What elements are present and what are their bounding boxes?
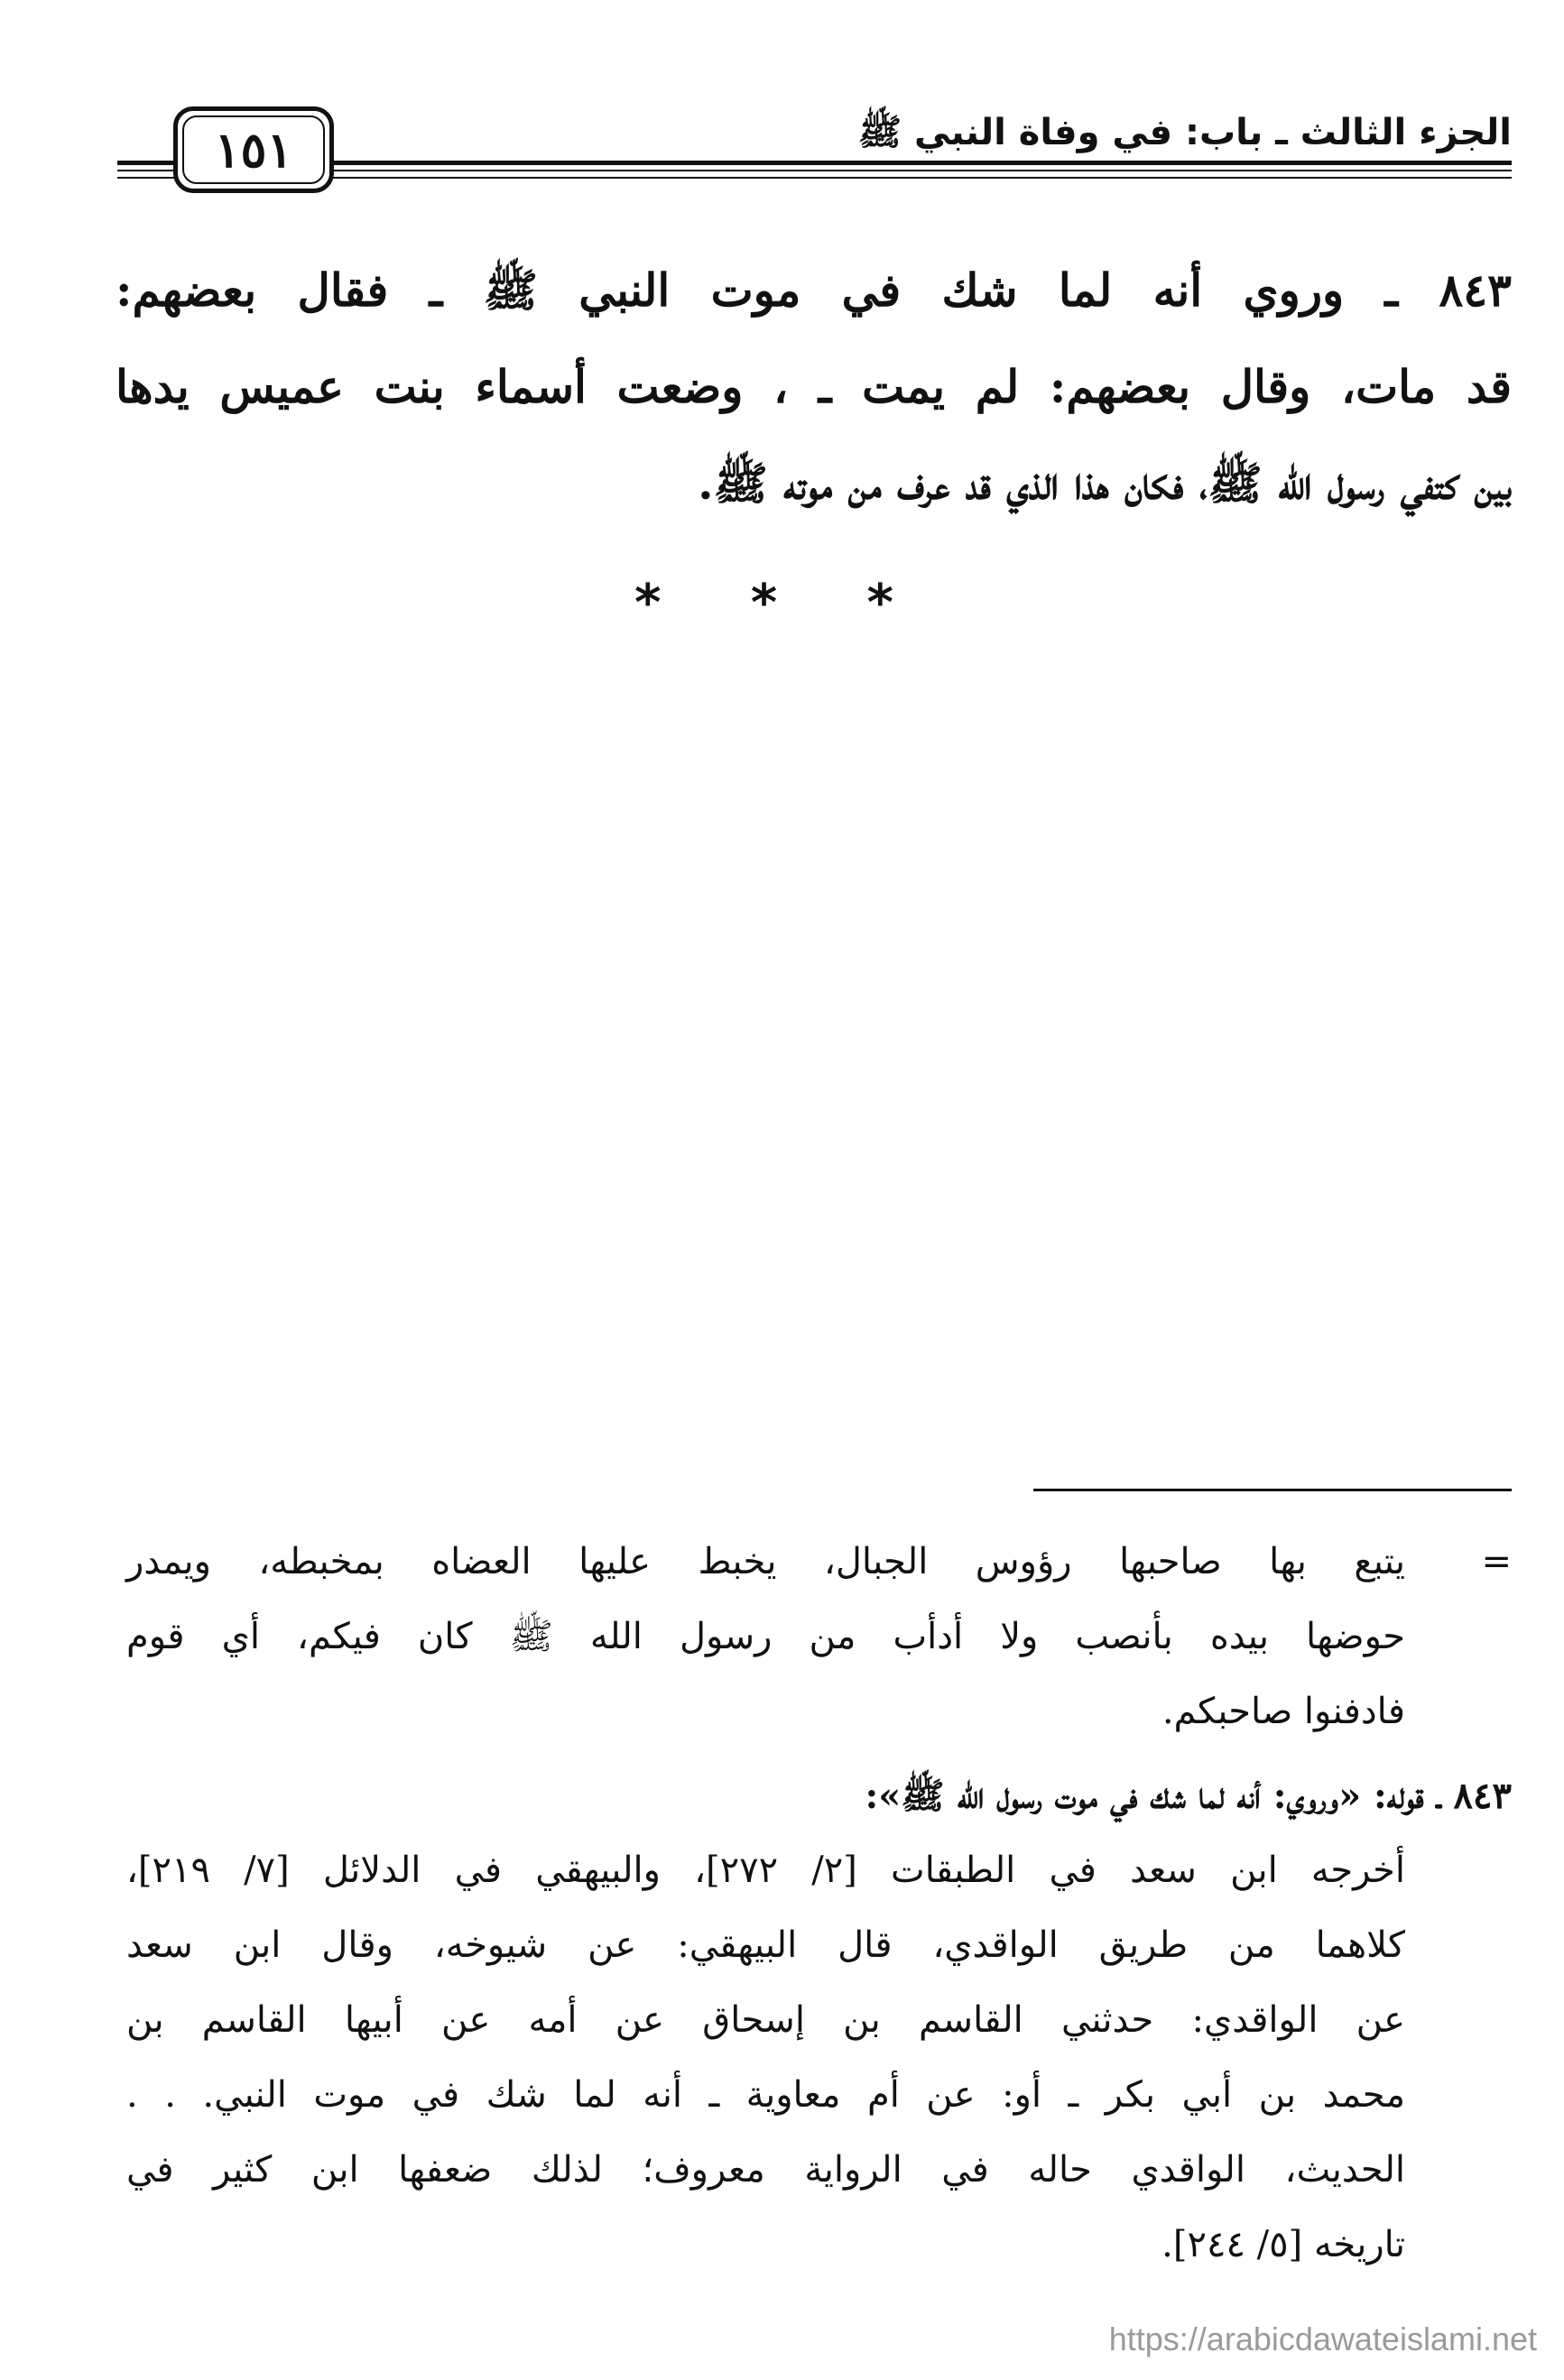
footnote-line: محمد بن أبي بكر ـ أو: عن أم معاوية ـ أنه لما شك في موت النبي. . . (126, 2074, 1405, 2116)
footnote-rule (1033, 1489, 1512, 1491)
main-text (116, 242, 1512, 531)
footnote-heading: ٨٤٣ ـ قوله: «وروي: أنه لما شك في موت رسول الله ﷺ»: (865, 1775, 1512, 1817)
footnote-line: يتبع بها صاحبها رؤوس الجبال، يخبط عليها العضاه بمخبطه، ويمدر (126, 1541, 1405, 1582)
watermark-url: https://arabicdawateislami.net (1108, 2320, 1537, 2357)
footnote-843 (126, 1758, 1512, 2283)
footnote-line: تاريخه [٥/ ٢٤٤]. (1161, 2224, 1405, 2265)
footnote-line: فادفنوا صاحبكم. (1161, 1691, 1405, 1732)
text-line: قد مات، وقال بعضهم: لم يمت ـ ، وضعت أسماء بنت عميس يدها (116, 360, 1512, 413)
footnote-line: الحديث، الواقدي حاله في الرواية معروف؛ لذلك ضعفها ابن كثير في (126, 2149, 1405, 2191)
text-line: بين كتفي رسول الله ﷺ، فكان هذا الذي قد عرف من موته ﷺ. (698, 457, 1512, 510)
footnote-line: كلاهما من طريق الواقدي، قال البيهقي: عن شيوخه، وقال ابن سعد (126, 1924, 1405, 1966)
page-number-frame (173, 106, 334, 193)
footnote-line: عن الواقدي: حدثني القاسم بن إسحاق عن أمه عن أبيها القاسم بن (126, 1999, 1405, 2041)
main-paragraph (116, 242, 1512, 531)
footnotes (126, 1525, 1512, 2283)
footnote-line: حوضها بيده بأنصب ولا أدأب من رسول الله ﷺ كان فيكم، أي قوم (126, 1616, 1405, 1657)
running-head: الجزء الثالث ـ باب: في وفاة النبي ﷺ (857, 112, 1512, 153)
continuation-marker: = (1481, 1541, 1512, 1582)
footnote-continuation (126, 1525, 1512, 1749)
text-line: ٨٤٣ ـ وروي أنه لما شك في موت النبي ﷺ ـ فقال بعضهم: (116, 263, 1512, 317)
section-separator: * * * (634, 574, 930, 632)
page-number: ١٥١ (214, 121, 293, 179)
footnote-line: أخرجه ابن سعد في الطبقات [٢/ ٢٧٢]، والبيهقي في الدلائل [٧/ ٢١٩]، (126, 1850, 1406, 1891)
